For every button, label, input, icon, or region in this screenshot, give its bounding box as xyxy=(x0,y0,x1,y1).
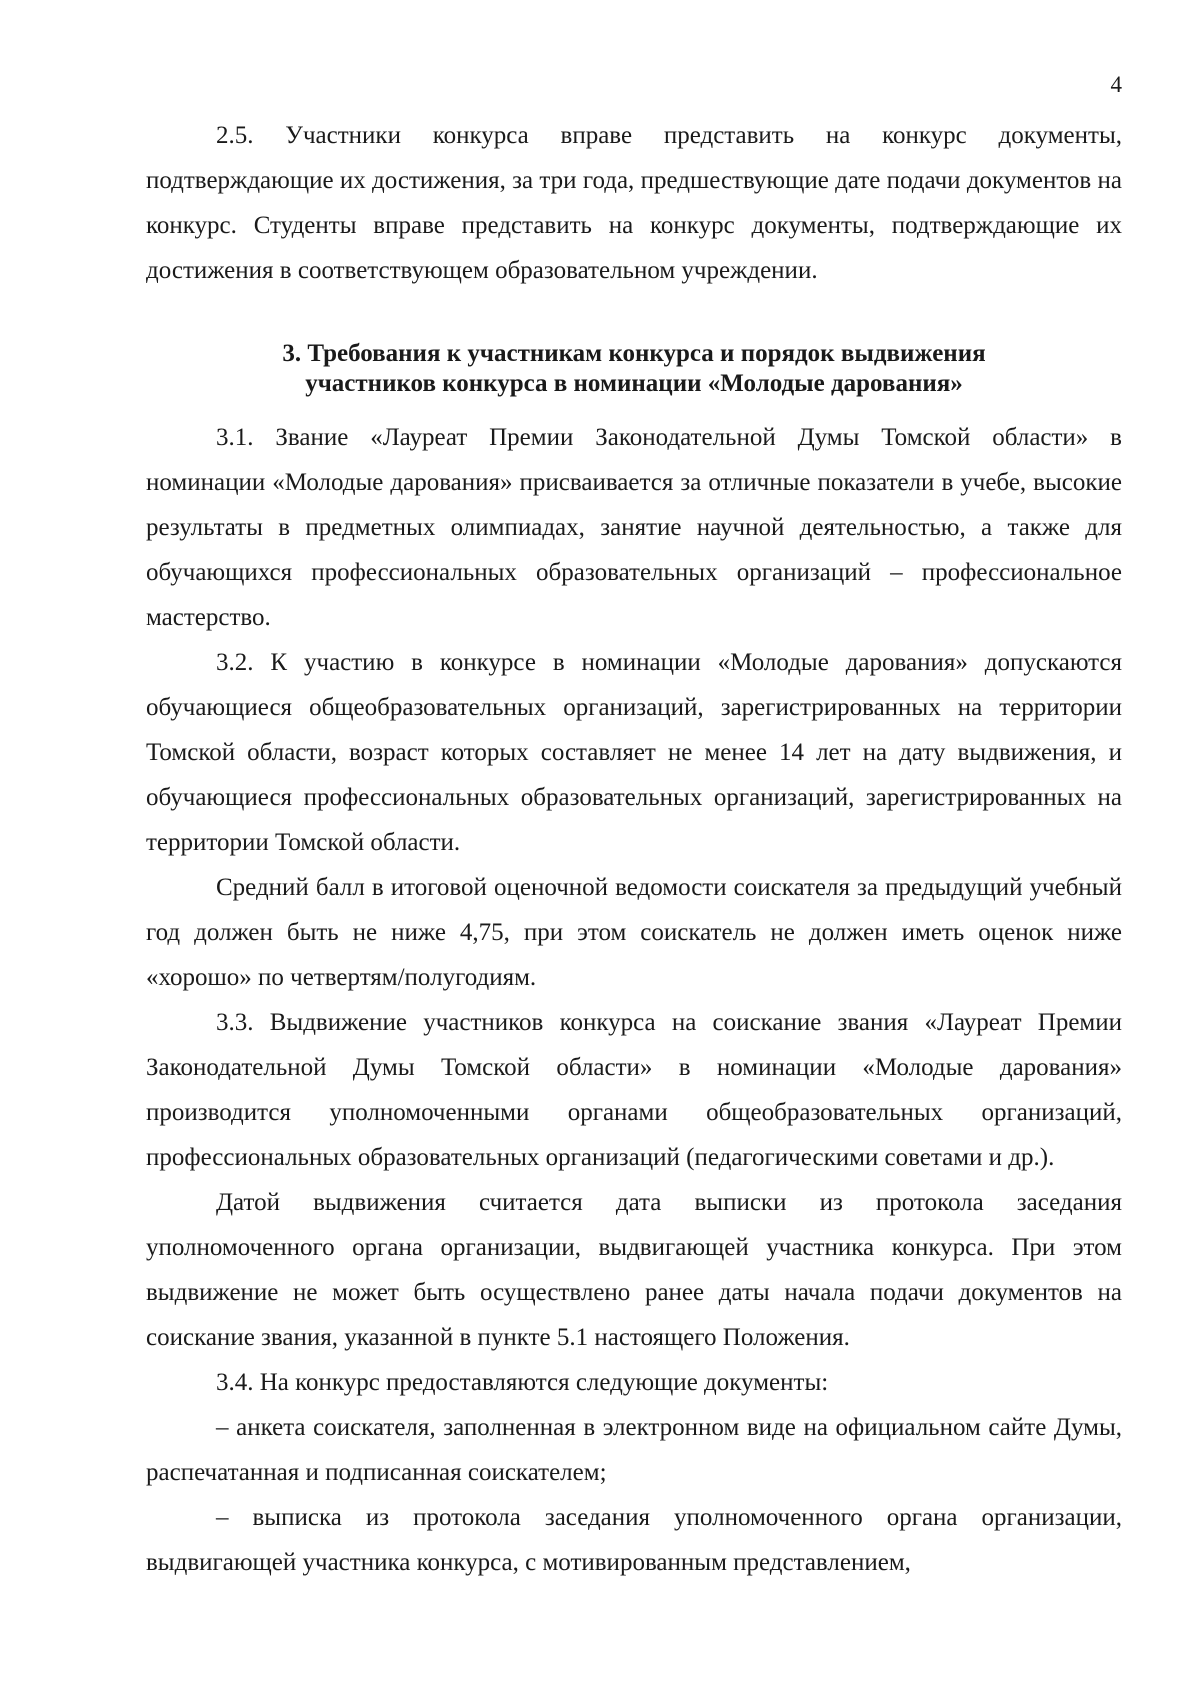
list-item-protocol-extract: – выписка из протокола заседания уполномоченного органа организации, выдвигающей участника конкурса, с мотивированным представлением, xyxy=(146,1504,1122,1576)
paragraph-3-2: 3.2. К участию в конкурсе в номинации «Молодые дарования» допускаются обучающиеся общеобразовательных организаций, зарегистрированных на территории Томской области, возраст которых составляет не менее 14 лет на дату выдвижения, и обучающиеся профессиональных образовательных организаций, зарегистрированных на территории Томской области. xyxy=(146,649,1122,856)
list-item-application-form: – анкета соискателя, заполненная в электронном виде на официальном сайте Думы, распечатанная и подписанная соискателем; xyxy=(146,1414,1122,1486)
section-3-heading-line-1: 3. Требования к участникам конкурса и порядок выдвижения xyxy=(282,340,986,367)
page-number: 4 xyxy=(1110,72,1122,97)
paragraph-3-1: 3.1. Звание «Лауреат Премии Законодательной Думы Томской области» в номинации «Молодые дарования» присваивается за отличные показатели в учебе, высокие результаты в предметных олимпиадах, занятие научной деятельностью, а также для обучающихся профессиональных образовательных организаций – профессиональное мастерство. xyxy=(146,424,1122,631)
document-body xyxy=(146,113,1122,1585)
section-3-heading xyxy=(146,339,1122,399)
paragraph-3-3-date: Датой выдвижения считается дата выписки из протокола заседания уполномоченного органа организации, выдвигающей участника конкурса. При этом выдвижение не может быть осуществлено ранее даты начала подачи документов на соискание звания, указанной в пункте 5.1 настоящего Положения. xyxy=(146,1189,1122,1351)
paragraph-3-3: 3.3. Выдвижение участников конкурса на соискание звания «Лауреат Премии Законодательной Думы Томской области» в номинации «Молодые дарования» производится уполномоченными органами общеобразовательных организаций, профессиональных образовательных организаций (педагогическими советами и др.). xyxy=(146,1009,1122,1171)
paragraph-3-2-grade: Средний балл в итоговой оценочной ведомости соискателя за предыдущий учебный год должен быть не ниже 4,75, при этом соискатель не должен иметь оценок ниже «хорошо» по четвертям/полугодиям. xyxy=(146,874,1122,991)
paragraph-2-5: 2.5. Участники конкурса вправе представить на конкурс документы, подтверждающие их достижения, за три года, предшествующие дате подачи документов на конкурс. Студенты вправе представить на конкурс документы, подтверждающие их достижения в соответствующем образовательном учреждении. xyxy=(146,122,1122,284)
section-3-heading-line-2: участников конкурса в номинации «Молодые дарования» xyxy=(305,370,963,397)
paragraph-3-4: 3.4. На конкурс предоставляются следующие документы: xyxy=(216,1369,829,1396)
